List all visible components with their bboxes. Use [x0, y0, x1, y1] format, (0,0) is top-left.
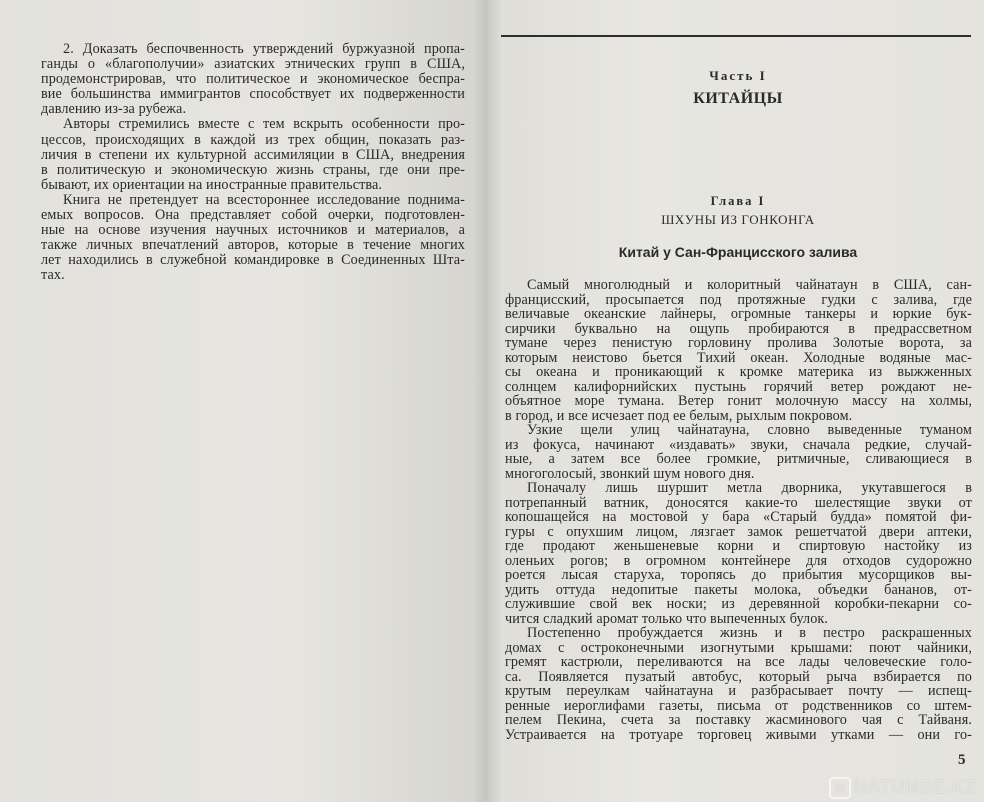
paragraph	[41, 117, 465, 192]
text-line: продемонстрировав, что политическое и экономическое беспра-	[41, 71, 465, 88]
text-line: потрепанный ватник, доносятся какие-то шелестящие звуки от	[505, 494, 972, 511]
text-line: служившие свой век носки; из деревянной коробки-пекарни со-	[505, 596, 972, 612]
left-page-text	[41, 42, 465, 284]
text-line: сирчики буквально на ощупь пробираются в предрассветном	[505, 320, 972, 337]
text-line: са. Появляется пузатый автобус, который рыча взбирается по	[505, 668, 972, 685]
paragraph	[505, 423, 972, 481]
text-line: где продают женьшеневые корни и спиртовую настойку из	[505, 538, 972, 554]
text-line: чится сладкий аромат только что выпеченных булок.	[505, 610, 829, 627]
text-line: Узкие щели улиц чайнатауна, словно выведенные туманом	[527, 422, 972, 438]
text-line: величавые океанские лайнеры, огромные танкеры и юркие бук-	[505, 306, 972, 322]
chapter-title: ШХУНЫ ИЗ ГОНКОНГА	[661, 212, 815, 227]
text-line: роется лысая старуха, торопясь до прибытия мусорщиков вы-	[505, 567, 972, 583]
text-line: емых вопросов. Она представляет собой очерки, подготовлен-	[41, 207, 465, 224]
right-page-text	[505, 278, 972, 742]
text-line: Постепенно пробуждается жизнь и в пестро раскрашенных	[527, 625, 972, 641]
text-line: тах.	[41, 267, 65, 284]
text-line: многоголосый, звонкий шум нового дня.	[505, 465, 755, 482]
text-line: цессов, происходящих в каждой из трех общин, показать раз-	[41, 131, 465, 148]
paragraph	[505, 626, 972, 742]
text-line: удить оттуда недопитые пакеты молока, объедки бананов, от-	[505, 581, 972, 598]
text-line: тумане через пенистую горловину пролива Золотые ворота, за	[505, 335, 972, 351]
text-line: также личных впечатлений авторов, которые в течение многих	[41, 237, 465, 254]
watermark	[829, 776, 977, 799]
header-rule	[501, 35, 971, 37]
text-line: в политическую и экономическую жизнь страны, где они пре-	[41, 161, 465, 178]
part-label: Часть I	[709, 68, 767, 83]
text-line: сы океана и проникающий к кромке материка из выжженных	[505, 364, 972, 380]
paragraph	[505, 481, 972, 626]
text-line: Поначалу лишь шуршит метла дворника, укутавшегося в	[527, 480, 972, 496]
text-line: вие большинства иммигрантов способствует их подверженности	[41, 86, 465, 103]
paragraph	[505, 278, 972, 423]
text-line: лет находились в служебной командировке в Соединенных Шта-	[41, 252, 465, 269]
text-line: личия в степени их культурной ассимиляции в США, внедрения	[41, 146, 465, 163]
text-line: в город, и все исчезает под ее белым, рыхлым покровом.	[505, 407, 853, 424]
text-line: которым неистово бьется Тихий океан. Холодные водяные мас-	[505, 349, 972, 366]
text-line: Авторы стремились вместе с тем вскрыть особенности про-	[63, 116, 465, 133]
text-line: из фокуса, начинают «издавать» звуки, сначала редкие, случай-	[505, 436, 972, 453]
text-line: Самый многолюдный и колоритный чайнатаун в США, сан-	[527, 277, 972, 293]
watermark-logo-icon: N	[829, 777, 851, 799]
text-line: оленьих рогов; в огромном контейнере для отходов судорожно	[505, 552, 972, 569]
text-line: гуры с опухшим лицом, лязгает замок решетчатой двери аптеки,	[505, 523, 972, 540]
text-line: Книга не претендует на всестороннее исследование поднима-	[63, 191, 465, 208]
text-line: бывают, их ориентации на иностранные правительства.	[41, 176, 383, 193]
paragraph	[41, 42, 465, 117]
part-title: КИТАЙЦЫ	[693, 90, 783, 107]
watermark-text: NATUMBE.KZ	[854, 777, 977, 797]
text-line: францисский, просыпается под протяжные гудки с залива, где	[505, 291, 972, 308]
chapter-label: Глава I	[710, 194, 766, 208]
section-title: Китай у Сан-Францисского залива	[618, 244, 858, 260]
text-line: 2. Доказать беспочвенность утверждений буржуазной пропа-	[63, 41, 465, 57]
text-line: давлению из-за рубежа.	[41, 101, 187, 118]
text-line: копошащейся на мостовой у бара «Старый будда» помятой фи-	[505, 509, 972, 525]
text-line: объятное море тумана. Ветер гонит молочную массу на холмы,	[505, 393, 972, 409]
text-line: ганды о «благополучии» азиатских этнических групп в США,	[41, 56, 465, 73]
text-line: гремят кастрюли, переливаются на все лады человеческие голо-	[505, 654, 972, 670]
text-line: домах с остроконечными изогнутыми крышами: поют чайники,	[505, 639, 972, 656]
text-line: ные, а затем все более громкие, ритмичные, сливающиеся в	[505, 451, 972, 467]
text-line: ренные иероглифами газеты, письма от родственников со штем-	[505, 697, 972, 714]
text-line: Устраивается на тротуаре торговец живыми утками — они го-	[505, 726, 972, 743]
text-line: пелем Пекина, счета за поставку жасминового чая с Тайваня.	[505, 712, 972, 728]
text-line: ные на основе изучения научных источников и материалов, а	[41, 222, 465, 239]
text-line: крутым переулкам чайнатауна и разбрасывает почту — испещ-	[505, 683, 972, 699]
page-number: 5	[958, 752, 966, 768]
paragraph	[41, 193, 465, 284]
text-line: солнцем калифорнийских пустынь горячий ветер рождают не-	[505, 378, 972, 395]
